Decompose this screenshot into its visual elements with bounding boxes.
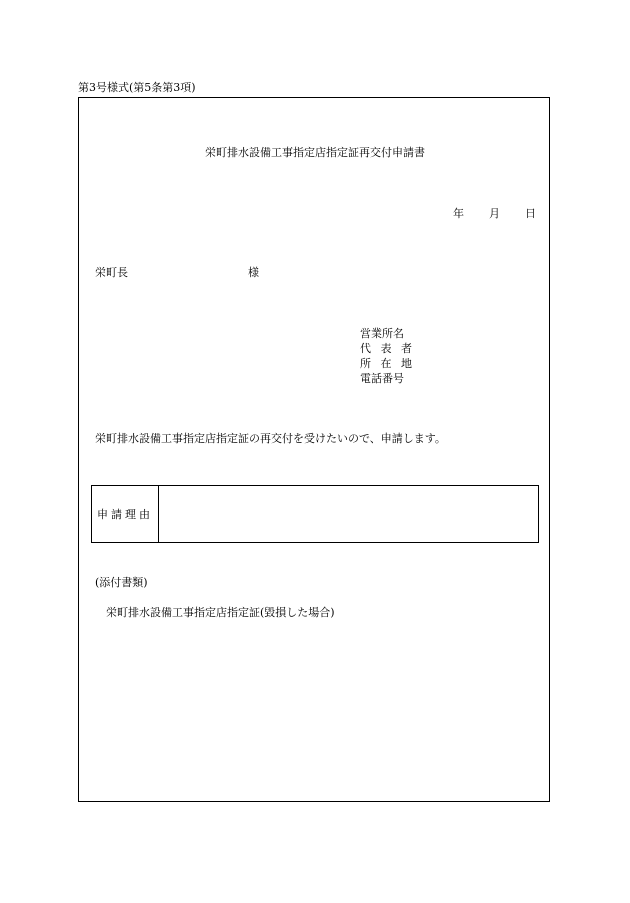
addressee-honorific: 様 — [248, 266, 259, 279]
attachments-heading: (添付書類) — [95, 576, 148, 589]
representative-label: 代 表 者 — [360, 342, 415, 355]
addressee-name: 栄町長 — [95, 266, 128, 279]
office-name-label: 営業所名 — [360, 327, 404, 340]
address-label: 所 在 地 — [360, 357, 415, 370]
form-frame — [78, 97, 550, 802]
reason-label: 申請理由 — [92, 486, 159, 542]
date-year-label: 年 — [453, 207, 464, 220]
reason-table — [91, 485, 539, 543]
reason-field[interactable] — [159, 486, 538, 542]
attachment-item: 栄町排水設備工事指定店指定証(毀損した場合) — [106, 606, 335, 619]
date-month-label: 月 — [489, 207, 500, 220]
date-day-label: 日 — [525, 207, 536, 220]
request-sentence: 栄町排水設備工事指定店指定証の再交付を受けたいので、申請します。 — [95, 432, 446, 445]
form-number: 第3号様式(第5条第3項) — [78, 81, 196, 94]
phone-label: 電話番号 — [360, 372, 404, 385]
document-title: 栄町排水設備工事指定店指定証再交付申請書 — [205, 146, 425, 159]
